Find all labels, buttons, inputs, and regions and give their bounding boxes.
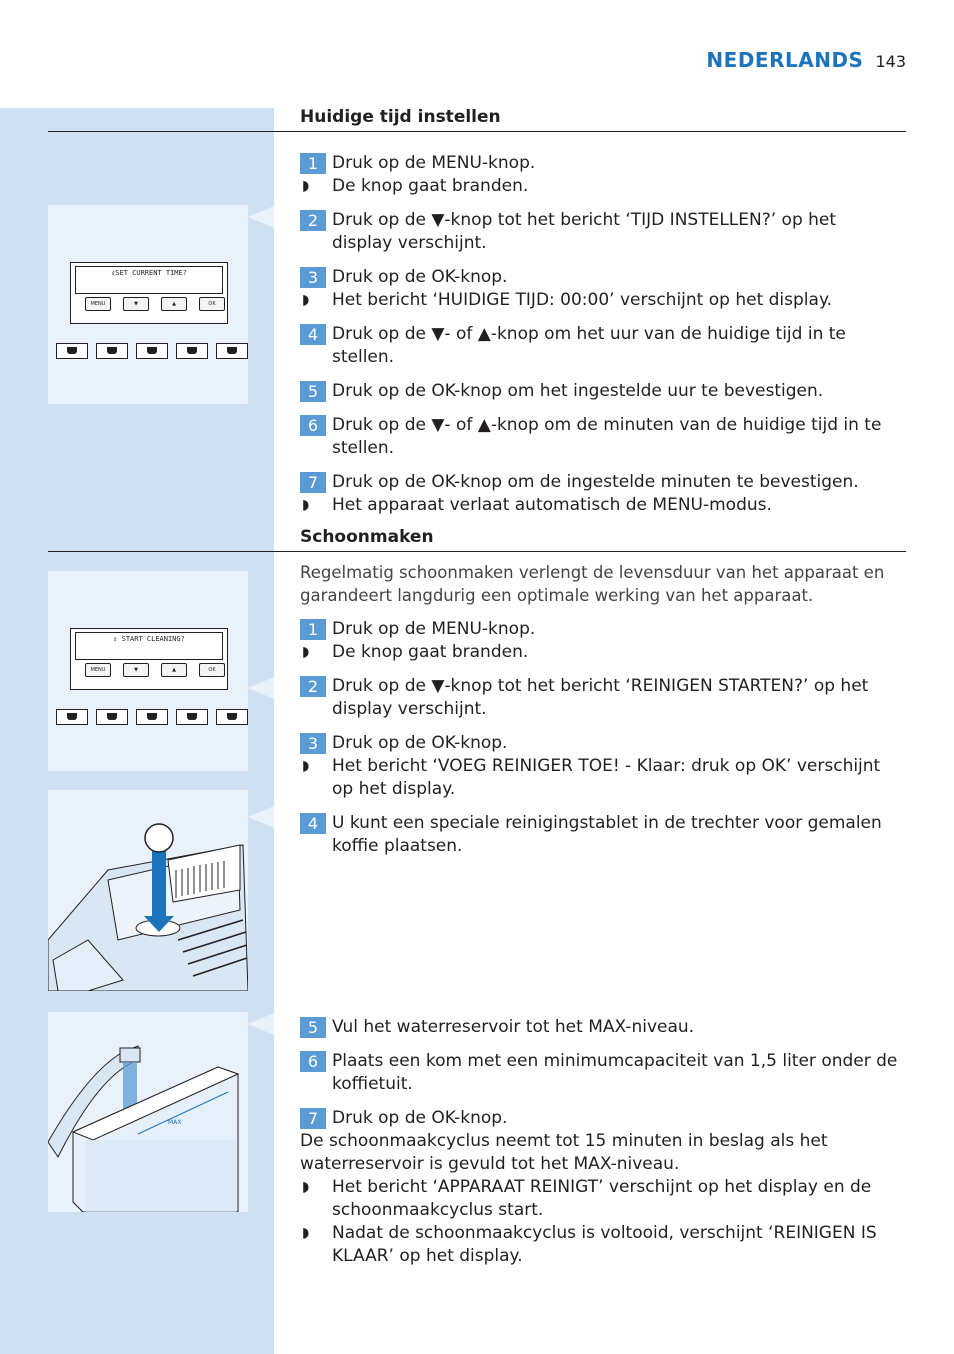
final-result (300, 1176, 900, 1222)
result-bullet-icon: ◗ (302, 1179, 310, 1195)
display-screen: ⇕SET CURRENT TIME? (75, 266, 223, 294)
figure-pointer (248, 1013, 274, 1035)
step-result (300, 175, 900, 198)
display-illustration-cleaning (48, 571, 248, 771)
espresso-icon (96, 343, 128, 359)
result-text: Het bericht ‘VOEG REINIGER TOE! - Klaar: druk op OK’ verschijnt op het display. (332, 756, 881, 799)
result-bullet-icon: ◗ (302, 644, 310, 660)
large-coffee-icon (176, 709, 208, 725)
step-number: 7 (300, 472, 326, 493)
step-text: U kunt een speciale reinigingstablet in de trechter voor gemalen koffie plaatsen. (332, 813, 882, 856)
result-bullet-icon: ◗ (302, 178, 310, 194)
step-item (300, 675, 900, 721)
step-number: 6 (300, 415, 326, 436)
steps-time (300, 152, 900, 517)
ok-button: OK (199, 663, 225, 677)
step-result (300, 289, 900, 312)
result-bullet-icon: ◗ (302, 758, 310, 774)
cleaning-block-b (300, 1016, 900, 1268)
coffee-icon (136, 709, 168, 725)
section-title-cleaning: Schoonmaken (300, 527, 434, 547)
large-coffee-icon (176, 343, 208, 359)
step-number: 7 (300, 1108, 326, 1129)
espresso-icon (96, 709, 128, 725)
step-item (300, 732, 900, 755)
menu-button: MENU (85, 663, 111, 677)
drink-icon-row (56, 343, 248, 359)
aroma-icon (56, 343, 88, 359)
display-screen: ⇕ START CLEANING? (75, 632, 223, 660)
step-text: Druk op de OK-knop om de ingestelde minuten te bevestigen. (332, 472, 859, 492)
page-header (706, 48, 906, 72)
drink-icon-row (56, 709, 248, 725)
step-text: Druk op de ▼-knop tot het bericht ‘TIJD INSTELLEN?’ op het display verschijnt. (332, 210, 837, 253)
step-number: 4 (300, 813, 326, 834)
step-item (300, 471, 900, 494)
step-item (300, 209, 900, 255)
step-text: Druk op de MENU-knop. (332, 619, 536, 639)
machine-top-drawing (48, 790, 248, 991)
step-item (300, 1107, 900, 1130)
step-number: 1 (300, 619, 326, 640)
up-button: ▲ (161, 297, 187, 311)
step-text: Druk op de OK-knop om het ingestelde uur te bevestigen. (332, 381, 824, 401)
step-item (300, 1016, 900, 1039)
step-number: 3 (300, 267, 326, 288)
step-item (300, 323, 900, 369)
step-text: Plaats een kom met een minimumcapaciteit van 1,5 liter onder de koffietuit. (332, 1051, 898, 1094)
step-number: 3 (300, 733, 326, 754)
steam-icon (216, 709, 248, 725)
water-tank-illustration (48, 1012, 248, 1212)
steps-cleaning-a (300, 618, 900, 858)
step-number: 5 (300, 1017, 326, 1038)
water-tank-drawing (48, 1012, 248, 1212)
tablet-funnel-illustration (48, 790, 248, 991)
menu-button: MENU (85, 297, 111, 311)
ok-button: OK (199, 297, 225, 311)
result-text: De knop gaat branden. (332, 176, 529, 196)
step-text: Druk op de ▼- of ▲-knop om het uur van de huidige tijd in te stellen. (332, 324, 846, 367)
up-button: ▲ (161, 663, 187, 677)
result-bullet-icon: ◗ (302, 1225, 310, 1241)
step-number: 5 (300, 381, 326, 402)
result-text: De knop gaat branden. (332, 642, 529, 662)
figure-pointer (248, 806, 274, 828)
step-text: Druk op de ▼- of ▲-knop om de minuten van de huidige tijd in te stellen. (332, 415, 882, 458)
cleaning-block-a (300, 561, 900, 858)
steam-icon (216, 343, 248, 359)
down-button: ▼ (123, 297, 149, 311)
result-text: Het apparaat verlaat automatisch de MENU-modus. (332, 495, 772, 515)
step-item (300, 266, 900, 289)
step-number: 2 (300, 676, 326, 697)
result-bullet-icon: ◗ (302, 292, 310, 308)
step-number: 4 (300, 324, 326, 345)
display-panel (70, 262, 228, 324)
step-number: 2 (300, 210, 326, 231)
figure-pointer (248, 677, 274, 699)
cleaning-note: De schoonmaakcyclus neemt tot 15 minuten in beslag als het waterreservoir is gevuld tot het MAX-niveau. (300, 1131, 828, 1174)
final-results (300, 1176, 900, 1268)
cleaning-intro: Regelmatig schoonmaken verlengt de levensduur van het apparaat en garandeert langdurig een optimale werking van het apparaat. (300, 563, 885, 605)
step-number: 6 (300, 1051, 326, 1072)
section-divider (48, 551, 906, 552)
result-text: Nadat de schoonmaakcyclus is voltooid, verschijnt ‘REINIGEN IS KLAAR’ op het display. (332, 1223, 877, 1266)
display-illustration-time (48, 205, 248, 404)
step-item (300, 1050, 900, 1096)
step-text: Vul het waterreservoir tot het MAX-niveau. (332, 1017, 695, 1037)
result-text: Het bericht ‘APPARAAT REINIGT’ verschijnt op het display en de schoonmaakcyclus start. (332, 1177, 872, 1220)
coffee-icon (136, 343, 168, 359)
page-number: 143 (875, 52, 906, 71)
step-item (300, 152, 900, 175)
step-text: Druk op de OK-knop. (332, 1108, 508, 1128)
result-text: Het bericht ‘HUIDIGE TIJD: 00:00’ verschijnt op het display. (332, 290, 832, 310)
max-level-label: MAX (168, 1119, 182, 1126)
step-text: Druk op de OK-knop. (332, 733, 508, 753)
step-result (300, 641, 900, 664)
step-text: Druk op de ▼-knop tot het bericht ‘REINIGEN STARTEN?’ op het display verschijnt. (332, 676, 869, 719)
step-item (300, 414, 900, 460)
display-panel (70, 628, 228, 690)
down-button: ▼ (123, 663, 149, 677)
step-item (300, 380, 900, 403)
figure-pointer (248, 206, 274, 228)
step-item (300, 618, 900, 641)
steps-cleaning-b (300, 1016, 900, 1130)
step-number: 1 (300, 153, 326, 174)
step-item (300, 812, 900, 858)
step-text: Druk op de MENU-knop. (332, 153, 536, 173)
step-result (300, 755, 900, 801)
step-text: Druk op de OK-knop. (332, 267, 508, 287)
result-bullet-icon: ◗ (302, 497, 310, 513)
aroma-icon (56, 709, 88, 725)
final-result (300, 1222, 900, 1268)
section-title-time: Huidige tijd instellen (300, 107, 501, 127)
step-result (300, 494, 900, 517)
language-label: NEDERLANDS (706, 48, 864, 72)
section-divider (48, 131, 906, 132)
